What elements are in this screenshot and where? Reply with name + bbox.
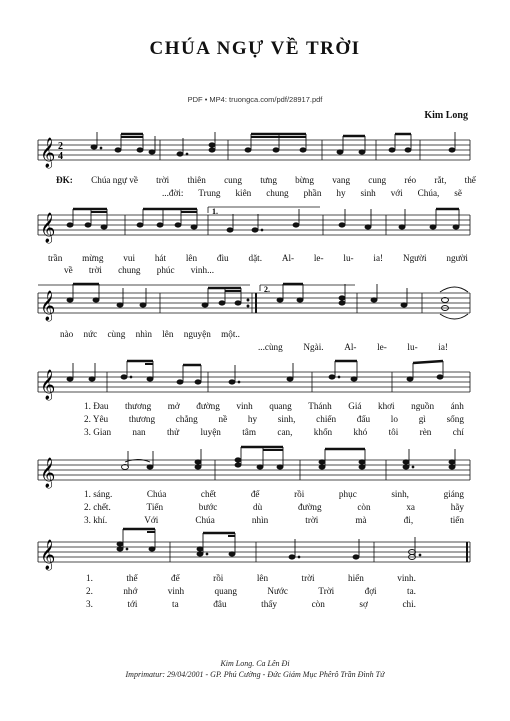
refrain-lyric-line: về trời chung phúc vinh... (64, 265, 214, 275)
verse-lyric-line: 3. khí. Với Chúa nhìn trời mà đi, tiến (84, 515, 464, 525)
refrain-label: ĐK: (56, 175, 73, 185)
ending-1-label: 1. (212, 207, 218, 216)
footer-source: Kim Long. Ca Lên Đi (220, 659, 290, 668)
verse-lyric-line: 2. Yêu thương chẳng nề hy sinh, chiến đấu lo gì sống (84, 414, 464, 424)
refrain-lyric-line: trần mừng vui hát lên đìu dặt. Al- le- lu- ia! Người người (48, 253, 468, 263)
staff-system-3 (0, 278, 510, 330)
treble-clef-icon: 𝄞 (40, 291, 56, 321)
song-title: CHÚA NGỰ VỀ TRỜI (149, 38, 361, 59)
footer-imprimatur: Imprimatur: 29/04/2001 - GP. Phú Cường - Đức Giám Mục Phêrô Trần Đình Tứ (125, 670, 385, 679)
staff-system-2 (0, 200, 510, 252)
verse-lyric-line: 2. chết. Tiến bước dù đường còn xa hãy (84, 502, 464, 512)
verse-lyric-line: 1. thế để rồi lên trời hiển vinh. (86, 573, 416, 583)
verse-lyric-line: 3. tới ta đâu thấy còn sợ chi. (86, 599, 416, 609)
refrain-lyric-line: ĐK: Chúa ngự về trời thiên cung tưng bừng vang cung réo rắt, thế (56, 175, 476, 185)
refrain-lyric-line: nào nức cùng nhìn lên nguyện một.. (60, 329, 240, 339)
source-link[interactable]: PDF • MP4: truongca.com/pdf/28917.pdf (187, 95, 323, 104)
treble-clef-icon: 𝄞 (40, 138, 56, 168)
refrain-lyric-line: ...cùng Ngài. Al- le- lu- ia! (258, 342, 448, 352)
verse-lyric-line: 2. nhớ vinh quang Nước Trời đợi ta. (86, 586, 416, 596)
verse-lyric-line: 1. Đau thương mở đường vinh quang Thánh Giá khơi nguồn ánh (84, 401, 464, 411)
time-sig-top: 2 (58, 141, 63, 152)
composer-name: Kim Long (424, 110, 468, 121)
treble-clef-icon: 𝄞 (40, 370, 56, 400)
refrain-lyric-line: ...đời: Trung kiên chung phần hy sinh với Chúa, sẽ (162, 188, 462, 198)
treble-clef-icon: 𝄞 (40, 540, 56, 570)
treble-clef-icon: 𝄞 (40, 458, 56, 488)
ending-2-label: 2. (264, 285, 270, 294)
verse-lyric-line: 3. Gian nan thử luyện tâm can, khốn khó tôi rèn chí (84, 427, 464, 437)
treble-clef-icon: 𝄞 (40, 213, 56, 243)
verse-lyric-line: 1. sáng. Chúa chết để rồi phục sinh, giáng (84, 489, 464, 499)
time-sig-bottom: 4 (58, 151, 63, 162)
